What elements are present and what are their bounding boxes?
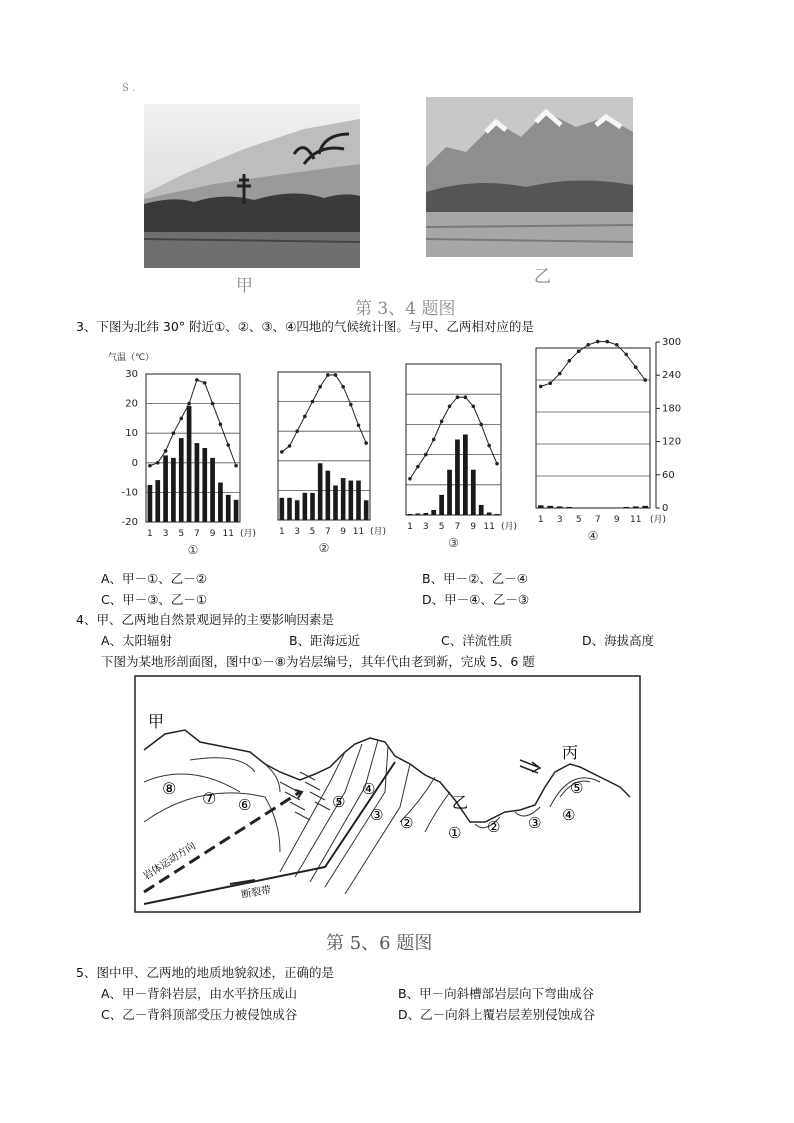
month-tick: 1	[147, 529, 153, 539]
layer-4: ④	[362, 780, 376, 798]
precip-bar	[341, 478, 346, 520]
temperature-point	[567, 359, 571, 363]
month-tick: 11	[630, 515, 642, 525]
stratum-line	[310, 740, 378, 882]
q4-option-d[interactable]: D、海拔高度	[582, 633, 655, 648]
temperature-point	[203, 381, 207, 385]
temperature-point	[179, 417, 183, 421]
layer-3: ③	[370, 806, 384, 824]
temperature-point	[172, 431, 176, 435]
precip-bar	[234, 500, 239, 522]
question-5-stem: 5、图中甲、乙两地的地质地貌叙述，正确的是	[76, 965, 334, 980]
temperature-point	[326, 373, 330, 377]
temperature-point	[164, 449, 168, 453]
precip-bar	[566, 507, 572, 508]
month-tick: 11	[222, 529, 234, 539]
stratum-line	[144, 774, 240, 792]
chart-label: ③	[448, 536, 459, 550]
precip-bar	[487, 512, 492, 515]
month-tick: 5	[575, 515, 582, 525]
temperature-point	[364, 441, 368, 445]
temperature-point	[634, 365, 638, 369]
precip-bar	[226, 495, 231, 522]
precip-bar	[356, 481, 361, 520]
section-label-bing: 丙	[562, 743, 579, 762]
chart-frame	[536, 348, 650, 508]
precip-bar	[303, 493, 308, 520]
precip-tick: 0	[662, 503, 669, 514]
precip-bar	[416, 513, 421, 515]
temperature-point	[219, 423, 223, 427]
q3-option-d[interactable]: D、甲－④、乙－③	[422, 592, 530, 607]
photo-caption: 第 3、4 题图	[355, 299, 456, 319]
temperature-point	[495, 462, 499, 466]
q3-option-a[interactable]: A、甲－①、乙－②	[101, 571, 207, 586]
month-tick: (月)	[500, 522, 518, 532]
layer-3-mid: ③	[528, 814, 542, 832]
month-tick: 9	[470, 522, 477, 532]
precip-bar	[538, 505, 544, 508]
precip-bar	[295, 500, 300, 520]
precip-bar	[431, 510, 436, 515]
precip-bar	[576, 507, 582, 508]
temperature-point	[487, 444, 491, 448]
precip-bar	[455, 440, 460, 516]
precip-bar	[623, 507, 629, 508]
chart-frame	[146, 374, 240, 522]
temp-tick: 0	[131, 457, 138, 469]
temperature-point	[226, 443, 230, 447]
photo-label-jia: 甲	[236, 276, 253, 296]
temperature-point	[349, 403, 353, 407]
temperature-line	[150, 380, 236, 466]
q5-option-d[interactable]: D、乙－向斜上覆岩层差别侵蚀成谷	[398, 1007, 596, 1022]
temperature-point	[615, 343, 619, 347]
month-tick: 9	[613, 515, 620, 525]
temperature-point	[548, 381, 552, 385]
temperature-point	[586, 343, 590, 347]
temp-tick: -10	[121, 487, 138, 499]
surface-profile	[144, 730, 630, 822]
precip-bar	[463, 434, 468, 515]
temperature-point	[624, 353, 628, 357]
precip-tick: 120	[662, 436, 682, 448]
precip-bar	[495, 514, 500, 515]
q5-option-b[interactable]: B、甲－向斜槽部岩层向下弯曲成谷	[398, 986, 595, 1001]
precip-bar	[557, 506, 563, 508]
precip-bar	[439, 495, 444, 515]
precip-bar	[148, 485, 153, 522]
temperature-point	[341, 385, 345, 389]
precip-bar	[423, 513, 428, 515]
temperature-point	[211, 402, 215, 406]
month-tick: 1	[537, 515, 544, 525]
month-tick: (月)	[369, 527, 387, 537]
temperature-point	[280, 450, 284, 454]
temperature-point	[334, 373, 338, 377]
temperature-point	[456, 395, 460, 399]
temp-tick: 30	[125, 369, 138, 380]
temperature-point	[440, 420, 444, 424]
temperature-point	[148, 464, 152, 468]
month-tick: 5	[438, 522, 445, 532]
precip-bar	[287, 498, 292, 520]
layer-4-mid: ④	[562, 806, 576, 824]
section-label-jia: 甲	[148, 712, 165, 731]
temperature-point	[195, 378, 199, 382]
desert-oasis-photo	[144, 104, 360, 268]
chart-label: ②	[318, 541, 330, 555]
q4-option-a[interactable]: A、太阳辐射	[101, 633, 173, 648]
temperature-point	[464, 395, 468, 399]
month-tick: 11	[483, 522, 495, 532]
precip-bar	[195, 443, 200, 522]
precip-bar	[326, 471, 331, 520]
temperature-point	[416, 465, 420, 469]
month-tick: 7	[594, 515, 601, 525]
precip-bar	[364, 500, 369, 520]
precip-bar	[155, 480, 160, 522]
temperature-point	[558, 372, 562, 376]
layer-5-bing: ⑤	[570, 779, 584, 797]
month-tick: 1	[407, 522, 413, 532]
fault-label: 断裂带	[240, 884, 273, 901]
month-tick: 5	[178, 529, 185, 539]
temperature-point	[432, 438, 436, 442]
layer-5: ⑤	[332, 793, 346, 811]
question-4-stem: 4、甲、乙两地自然景观迥异的主要影响因素是	[76, 612, 334, 627]
precip-bar	[333, 485, 338, 520]
layer-7: ⑦	[202, 789, 217, 808]
temperature-point	[577, 349, 581, 353]
temperature-point	[303, 415, 307, 419]
mountain-grassland-photo	[426, 97, 633, 257]
layer-2: ②	[400, 814, 414, 832]
intro-5-6: 下图为某地形剖面图，图中①－⑧为岩层编号，其年代由老到新，完成 5、6 题	[101, 654, 535, 669]
precip-bar	[642, 506, 648, 508]
precip-bar	[471, 470, 476, 515]
movement-arrow-label: 岩体运动方向	[141, 840, 198, 883]
temp-axis-label: 气温（℃）	[108, 353, 155, 363]
temperature-point	[605, 340, 609, 344]
precip-bar	[179, 438, 184, 522]
stratum-line	[190, 758, 255, 772]
precip-bar	[218, 483, 223, 522]
month-tick: 1	[278, 527, 285, 537]
precip-bar	[614, 507, 620, 508]
temperature-point	[288, 444, 292, 448]
precip-bar	[280, 498, 285, 520]
month-tick: (月)	[239, 529, 257, 539]
temperature-point	[479, 423, 483, 427]
temp-tick: -20	[121, 517, 138, 528]
month-tick: 7	[324, 527, 331, 537]
temperature-point	[539, 385, 543, 389]
precip-bar	[171, 458, 176, 522]
month-tick: 9	[209, 529, 216, 539]
month-tick: 11	[352, 527, 365, 537]
stratum-line	[425, 792, 450, 832]
temperature-point	[408, 477, 412, 481]
temperature-point	[318, 385, 322, 389]
stratum-line	[280, 752, 345, 872]
precip-bar	[163, 455, 168, 522]
q3-option-b[interactable]: B、甲－②、乙－④	[422, 571, 528, 586]
precip-bar	[447, 470, 452, 515]
precip-bar	[547, 506, 553, 508]
month-tick: 3	[556, 515, 563, 525]
corner-mark: S .	[122, 83, 136, 94]
temperature-point	[156, 461, 160, 465]
month-tick: 3	[294, 527, 301, 537]
precip-bar	[585, 507, 591, 508]
photo-label-yi: 乙	[534, 267, 551, 287]
precip-bar	[604, 507, 610, 508]
temperature-point	[187, 402, 191, 406]
precip-tick: 240	[662, 370, 682, 382]
temperature-point	[596, 340, 600, 344]
q4-option-c[interactable]: C、洋流性质	[441, 633, 513, 648]
temperature-point	[448, 404, 452, 408]
temperature-point	[357, 423, 361, 427]
precip-bar	[187, 406, 192, 522]
precip-bar	[633, 506, 639, 508]
precip-tick: 60	[662, 469, 675, 481]
month-tick: 3	[162, 529, 169, 539]
section-label-yi: 乙	[452, 793, 469, 812]
month-tick: 5	[309, 527, 316, 537]
chart-label: ①	[187, 543, 199, 557]
fault-line	[144, 762, 395, 904]
precip-bar	[408, 514, 413, 515]
precip-bar	[310, 493, 315, 520]
temperature-point	[311, 400, 315, 404]
month-tick: 3	[422, 522, 429, 532]
section-caption: 第 5、6 题图	[326, 933, 433, 954]
layer-2-mid: ②	[487, 818, 501, 836]
temperature-point	[234, 464, 238, 468]
climate-charts	[100, 336, 700, 568]
precip-tick: 180	[662, 403, 682, 415]
bing-arrows-icon	[520, 760, 540, 773]
chart-label: ④	[587, 529, 599, 543]
q3-option-c[interactable]: C、甲－③、乙－①	[101, 592, 208, 607]
geologic-section	[130, 672, 650, 918]
temp-tick: 20	[125, 398, 138, 410]
precip-bar	[349, 481, 354, 520]
temperature-line	[410, 397, 497, 479]
month-tick: 9	[340, 527, 347, 537]
temp-tick: 10	[125, 428, 138, 440]
month-tick: 7	[194, 529, 200, 539]
temperature-point	[424, 453, 428, 457]
temperature-line	[282, 375, 366, 452]
precip-bar	[202, 448, 207, 522]
precip-bar	[479, 505, 484, 515]
q4-option-b[interactable]: B、距海远近	[289, 633, 361, 648]
precip-bar	[595, 507, 601, 508]
precip-bar	[318, 463, 323, 520]
temperature-point	[471, 404, 475, 408]
precip-tick: 300	[662, 337, 682, 348]
layer-8: ⑧	[162, 779, 177, 798]
layer-1-mid: ①	[448, 824, 462, 842]
precip-bar	[210, 458, 215, 522]
layer-6: ⑥	[238, 796, 252, 814]
question-3-stem: 3、下图为北纬 30° 附近①、②、③、④四地的气候统计图。与甲、乙两相对应的是	[76, 319, 534, 334]
month-tick: (月)	[649, 515, 667, 525]
temperature-point	[643, 378, 647, 382]
month-tick: 7	[454, 522, 461, 532]
q5-option-a[interactable]: A、甲－背斜岩层，由水平挤压成山	[101, 986, 298, 1001]
q5-option-c[interactable]: C、乙－背斜顶部受压力被侵蚀成谷	[101, 1007, 298, 1022]
temperature-point	[295, 429, 299, 433]
